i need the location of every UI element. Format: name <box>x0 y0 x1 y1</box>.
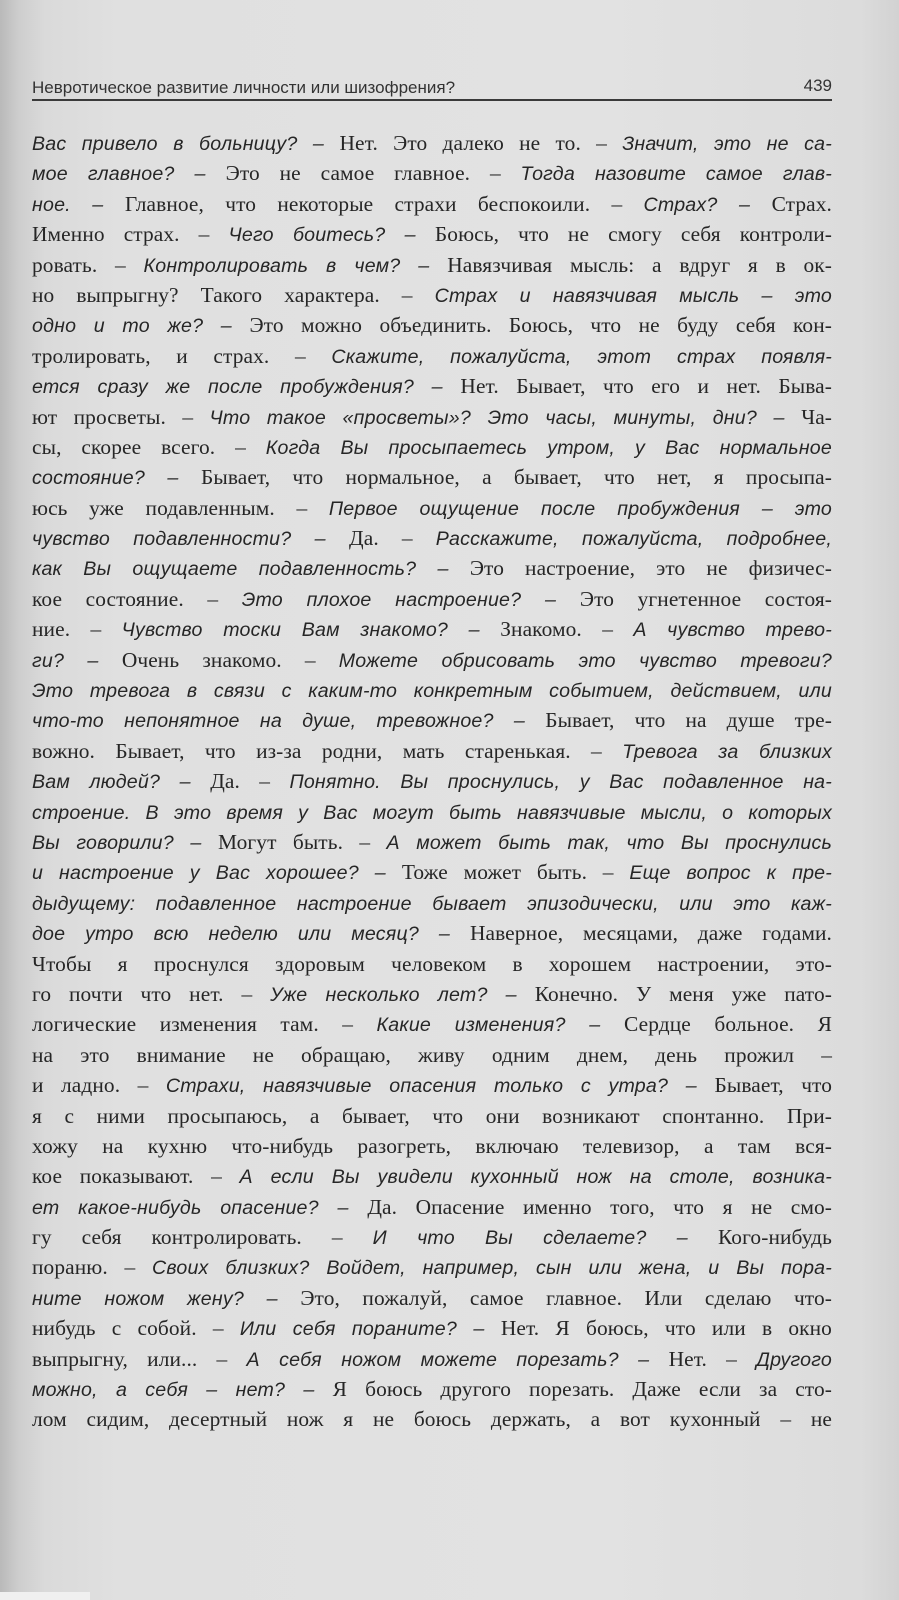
answer-segment: вожно. Бывает, что из-за родни, мать старенькая. – <box>32 738 623 763</box>
text-line <box>32 553 832 583</box>
text-line <box>32 949 832 979</box>
answer-segment: на это внимание не обращаю, живу одним днем, день прожил – <box>32 1042 832 1067</box>
question-segment: чувство подавленности? – <box>32 528 350 551</box>
answer-segment: Нет. Бывает, что его и нет. Быва- <box>460 374 832 399</box>
question-segment: Своих близких? Войдет, например, сын или жена, и Вы пора- <box>152 1257 832 1280</box>
text-line <box>32 189 832 219</box>
text-line <box>32 888 832 918</box>
text-line <box>32 128 832 158</box>
answer-segment: нибудь с собой. – <box>32 1316 240 1341</box>
answer-segment: Чтобы я проснулся здоровым человеком в хорошем настроении, это- <box>32 951 832 976</box>
answer-segment: юсь уже подавленным. – <box>32 495 329 520</box>
answer-segment: и ладно. – <box>32 1073 166 1098</box>
question-segment: Скажите, пожалуйста, этот страх появля- <box>331 345 832 368</box>
question-segment: Или себя пораните? – <box>239 1318 501 1341</box>
question-segment: ет какое-нибудь опасение? – <box>32 1196 368 1219</box>
answer-segment: ние. – <box>32 617 122 642</box>
question-segment: Страх и навязчивая мысль – это <box>434 284 832 307</box>
answer-segment: Нет. Я боюсь, что или в окно <box>500 1316 832 1341</box>
text-line <box>32 736 832 766</box>
answer-segment: я с ними просыпаюсь, а бывает, что они возникают спонтанно. При- <box>32 1103 832 1128</box>
text-line <box>32 1283 832 1313</box>
text-line <box>32 371 832 401</box>
text-line <box>32 1101 832 1131</box>
answer-segment: кое состояние. – <box>32 586 242 611</box>
question-segment: Это тревога в связи с каким-то конкретным событием, действием, или <box>32 680 832 703</box>
answer-segment: Я боюсь другого порезать. Даже если за сто- <box>332 1377 832 1402</box>
chapter-title: Невротическое развитие личности или шизофрения? <box>32 78 456 97</box>
text-line <box>32 1070 832 1100</box>
question-segment: А чувство трево- <box>633 619 832 642</box>
question-segment: Страхи, навязчивые опасения только с утра? – <box>165 1075 715 1098</box>
text-line <box>32 1344 832 1374</box>
answer-segment: Это угнетенное состоя- <box>579 586 832 611</box>
question-segment: ное. – <box>32 193 125 216</box>
question-segment: Тревога за близких <box>622 740 832 763</box>
answer-segment: пораню. – <box>32 1255 152 1280</box>
answer-segment: Тоже может быть. – <box>401 860 630 885</box>
question-segment: Можете обрисовать это чувство тревоги? <box>338 649 832 672</box>
question-segment: состояние? – <box>32 467 201 490</box>
text-line <box>32 280 832 310</box>
answer-segment: Конечно. У меня уже пато- <box>534 981 832 1006</box>
text-line <box>32 1131 832 1161</box>
question-segment: Первое ощущение после пробуждения – это <box>328 497 832 520</box>
question-segment: дыдущему: подавленное настроение бывает эпизодически, или это каж- <box>32 892 832 915</box>
question-segment: Еще вопрос к пре- <box>629 862 832 885</box>
text-line <box>32 219 832 249</box>
question-segment: Контролировать в чем? – <box>143 254 448 277</box>
question-segment: Вам людей? – <box>32 771 211 794</box>
question-segment: и настроение у Вас хорошее? – <box>32 862 402 885</box>
answer-segment: Да. Опасение именно того, что я не смо- <box>367 1194 833 1219</box>
text-line <box>32 310 832 340</box>
text-line <box>32 584 832 614</box>
text-line <box>32 432 832 462</box>
answer-segment: кое показывают. – <box>32 1164 240 1189</box>
text-line <box>32 797 832 827</box>
text-line <box>32 523 832 553</box>
text-line <box>32 1404 832 1434</box>
text-line <box>32 675 832 705</box>
answer-segment: Страх. <box>771 191 832 216</box>
question-segment: ется сразу же после пробуждения? – <box>32 376 461 399</box>
question-segment: Тогда назовите самое глав- <box>520 163 832 186</box>
text-line <box>32 1313 832 1343</box>
question-segment: Когда Вы просыпаетесь утром, у Вас нормальное <box>265 436 832 459</box>
text-line <box>32 1040 832 1070</box>
answer-segment: ровать. – <box>32 252 144 277</box>
answer-segment: Бывает, что <box>714 1073 833 1098</box>
answer-segment: Это, пожалуй, самое главное. Или сделаю что- <box>300 1285 832 1310</box>
text-line <box>32 857 832 887</box>
question-segment: что-то непонятное на душе, тревожное? – <box>32 710 546 733</box>
answer-segment: логические изменения там. – <box>32 1012 377 1037</box>
answer-segment: сы, скорее всего. – <box>32 434 266 459</box>
question-segment: Расскажите, пожалуйста, подробнее, <box>435 528 832 551</box>
answer-segment: тролировать, и страх. – <box>32 343 332 368</box>
question-segment: Понятно. Вы проснулись, у Вас подавленное на- <box>289 771 832 794</box>
text-line <box>32 827 832 857</box>
text-line <box>32 1252 832 1282</box>
question-segment: Чувство тоски Вам знакомо? – <box>121 619 501 642</box>
answer-segment: Навязчивая мысль: а вдруг я в ок- <box>447 252 832 277</box>
answer-segment: выпрыгну, или... – <box>32 1346 247 1371</box>
answer-segment: Нет. Это далеко не то. – <box>339 131 623 155</box>
answer-segment: Бывает, что нормальное, а бывает, что нет, я просыпа- <box>200 465 832 490</box>
question-segment: Вас привело в больницу? – <box>32 133 340 155</box>
text-line <box>32 493 832 523</box>
question-segment: Уже несколько лет? – <box>270 983 535 1006</box>
question-segment: одно и то же? – <box>32 315 250 338</box>
answer-segment: Сердце больное. Я <box>624 1012 832 1037</box>
question-segment: ните ножом жену? – <box>32 1287 301 1310</box>
answer-segment: Ча- <box>801 404 833 429</box>
answer-segment: гу себя контролировать. – <box>32 1225 373 1250</box>
page-edge-shade <box>0 1592 90 1600</box>
answer-segment: го почти что нет. – <box>32 981 271 1006</box>
text-line <box>32 1161 832 1191</box>
answer-segment: Главное, что некоторые страхи беспокоили. – <box>124 191 644 216</box>
answer-segment: Бывает, что на душе тре- <box>545 708 832 733</box>
answer-segment: но выпрыгну? Такого характера. – <box>32 282 435 307</box>
answer-segment: лом сидим, десертный нож я не боюсь держать, а вот кухонный – не <box>32 1407 832 1432</box>
question-segment: мое главное? – <box>32 163 226 186</box>
running-header <box>32 75 832 101</box>
answer-segment: Да. – <box>210 769 290 794</box>
answer-segment: Могут быть. – <box>218 829 387 854</box>
answer-segment: ют просветы. – <box>32 404 210 429</box>
text-line <box>32 614 832 644</box>
answer-segment: Это можно объединить. Боюсь, что не буду себя кон- <box>249 313 832 338</box>
page-number: 439 <box>803 76 832 95</box>
question-segment: Другого <box>756 1348 833 1371</box>
text-line <box>32 918 832 948</box>
question-segment: дое утро всю неделю или месяц? – <box>32 923 470 946</box>
text-line <box>32 1192 832 1222</box>
question-segment: ги? – <box>32 649 122 672</box>
question-segment: как Вы ощущаете подавленность? – <box>32 558 470 581</box>
question-segment: И что Вы сделаете? – <box>372 1227 718 1250</box>
answer-segment: Кого-нибудь <box>717 1225 832 1250</box>
text-line <box>32 645 832 675</box>
answer-segment: Боюсь, что не смогу себя контроли- <box>434 222 833 247</box>
question-segment: Страх? – <box>643 193 772 216</box>
question-segment: Чего боитесь? – <box>228 224 435 247</box>
text-line <box>32 705 832 735</box>
question-segment: Вы говорили? – <box>32 831 219 854</box>
question-segment: можно, а себя – нет? – <box>32 1379 333 1402</box>
text-line <box>32 1374 832 1404</box>
answer-segment: хожу на кухню что-нибудь разогреть, включаю телевизор, а там вся- <box>32 1133 832 1158</box>
answer-segment: Нет. – <box>668 1346 757 1371</box>
answer-segment: Да. – <box>349 526 436 551</box>
answer-segment: Это не самое главное. – <box>225 161 521 186</box>
answer-segment: Знакомо. – <box>500 617 634 642</box>
text-line <box>32 1009 832 1039</box>
text-line <box>32 158 832 188</box>
question-segment: Какие изменения? – <box>376 1014 625 1037</box>
question-segment: Что такое «просветы»? Это часы, минуты, дни? – <box>209 406 802 429</box>
body-text <box>32 128 832 1435</box>
text-line <box>32 766 832 796</box>
question-segment: Значит, это не са- <box>622 133 832 155</box>
text-line <box>32 1222 832 1252</box>
answer-segment: Это настроение, это не физичес- <box>469 556 832 581</box>
text-line <box>32 341 832 371</box>
question-segment: А себя ножом можете порезать? – <box>246 1348 669 1371</box>
text-line <box>32 250 832 280</box>
answer-segment: Наверное, месяцами, даже годами. <box>469 921 832 946</box>
text-line <box>32 979 832 1009</box>
answer-segment: Именно страх. – <box>32 222 229 247</box>
question-segment: строение. В это время у Вас могут быть навязчивые мысли, о которых <box>32 801 832 824</box>
question-segment: А может быть так, что Вы проснулись <box>386 831 833 854</box>
text-line <box>32 462 832 492</box>
question-segment: Это плохое настроение? – <box>241 588 580 611</box>
answer-segment: Очень знакомо. – <box>121 647 339 672</box>
question-segment: А если Вы увидели кухонный нож на столе, возника- <box>239 1166 832 1189</box>
text-line <box>32 402 832 432</box>
